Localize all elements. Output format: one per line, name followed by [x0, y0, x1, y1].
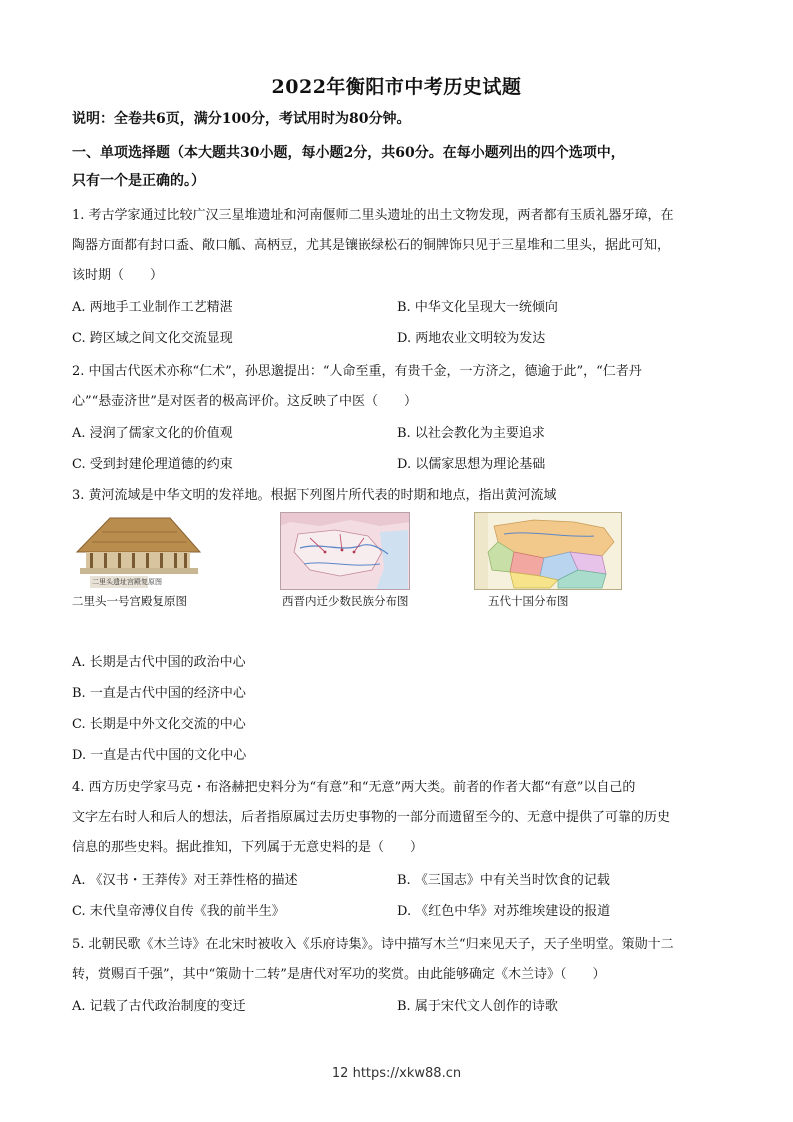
- western-jin-map: [280, 512, 410, 590]
- q2-stem-line2: 心”“悬壶济世”是对医者的极高评价。这反映了中医（ ）: [72, 394, 417, 409]
- fig1-caption: 二里头一号宫殿复原图: [72, 594, 187, 608]
- palace-inner-label: 二里头遗址宫殿复原图: [92, 578, 162, 586]
- q5-option-a: A. 记载了古代政治制度的变迁: [72, 999, 246, 1014]
- q1-stem-line1: 1. 考古学家通过比较广汉三星堆遗址和河南偃师二里头遗址的出土文物发现，两者都有玉质礼器牙璋，在: [72, 208, 674, 223]
- fig2-caption: 西晋内迁少数民族分布图: [282, 594, 409, 608]
- q2-option-d: D. 以儒家思想为理论基础: [397, 457, 546, 472]
- q4-stem-line1: 4. 西方历史学家马克・布洛赫把史料分为“有意”和“无意”两大类。前者的作者大都“有意”以自己的: [72, 780, 636, 795]
- q3-stem: 3. 黄河流域是中华文明的发祥地。根据下列图片所代表的时期和地点，指出黄河流域: [72, 488, 557, 503]
- page-title: 2022年衡阳市中考历史试题: [271, 76, 522, 98]
- q2-option-b: B. 以社会教化为主要追求: [397, 426, 545, 441]
- q4-option-a: A. 《汉书・王莽传》对王莽性格的描述: [72, 873, 298, 888]
- q1-option-d: D. 两地农业文明较为发达: [397, 331, 546, 346]
- section-heading-line2: 只有一个是正确的。）: [72, 173, 205, 189]
- q3-option-d: D. 一直是古代中国的文化中心: [72, 748, 247, 763]
- q5-option-b: B. 属于宋代文人创作的诗歌: [397, 999, 558, 1014]
- q5-stem-line2: 转，赏赐百千强”，其中“策勋十二转”是唐代对军功的奖赏。由此能够确定《木兰诗》（ ）: [72, 967, 606, 982]
- q3-option-a: A. 长期是古代中国的政治中心: [72, 655, 246, 670]
- q1-option-c: C. 跨区域之间文化交流显现: [72, 331, 233, 346]
- q4-stem-line2: 文字左右时人和后人的想法，后者指原属过去历史事物的一部分而遗留至今的、无意中提供了可靠的历史: [72, 810, 671, 825]
- q1-option-a: A. 两地手工业制作工艺精湛: [72, 300, 233, 315]
- q5-stem-line1: 5. 北朝民歌《木兰诗》在北宋时被收入《乐府诗集》。诗中描写木兰“归来见天子，天子坐明堂。策勋十二: [72, 937, 674, 952]
- section-heading-line1: 一、单项选择题（本大题共30小题，每小题2分，共60分。在每小题列出的四个选项中，: [72, 145, 625, 161]
- western-jin-map-image: [280, 512, 410, 590]
- q2-option-c: C. 受到封建伦理道德的约束: [72, 457, 233, 472]
- q3-option-c: C. 长期是中外文化交流的中心: [72, 717, 246, 732]
- palace-reconstruction-image: [72, 512, 202, 590]
- q4-option-b: B. 《三国志》中有关当时饮食的记载: [397, 873, 610, 888]
- q1-option-b: B. 中华文化呈现大一统倾向: [397, 300, 558, 315]
- five-dynasties-map-image: [474, 512, 622, 590]
- q4-option-c: C. 末代皇帝溥仪自传《我的前半生》: [72, 904, 285, 919]
- fig3-caption: 五代十国分布图: [488, 594, 569, 608]
- q4-option-d: D. 《红色中华》对苏维埃建设的报道: [397, 904, 611, 919]
- five-dynasties-map: [474, 512, 622, 590]
- q1-stem-line3: 该时期（ ）: [72, 268, 164, 283]
- q2-option-a: A. 浸润了儒家文化的价值观: [72, 426, 233, 441]
- q2-stem-line1: 2. 中国古代医术亦称“仁术”，孙思邈提出：“人命至重，有贵千金，一方济之，德逾于此”，“仁者丹: [72, 364, 642, 379]
- exam-note: 说明：全卷共6页，满分100分，考试用时为80分钟。: [72, 111, 411, 127]
- q3-option-b: B. 一直是古代中国的经济中心: [72, 686, 246, 701]
- page-footer: 12 https://xkw88.cn: [331, 1066, 462, 1081]
- q4-stem-line3: 信息的那些史料。据此推知，下列属于无意史料的是（ ）: [72, 840, 424, 855]
- q1-stem-line2: 陶器方面都有封口盉、敞口觚、高柄豆，尤其是镶嵌绿松石的铜牌饰只见于三星堆和二里头，据此可知，: [72, 238, 671, 253]
